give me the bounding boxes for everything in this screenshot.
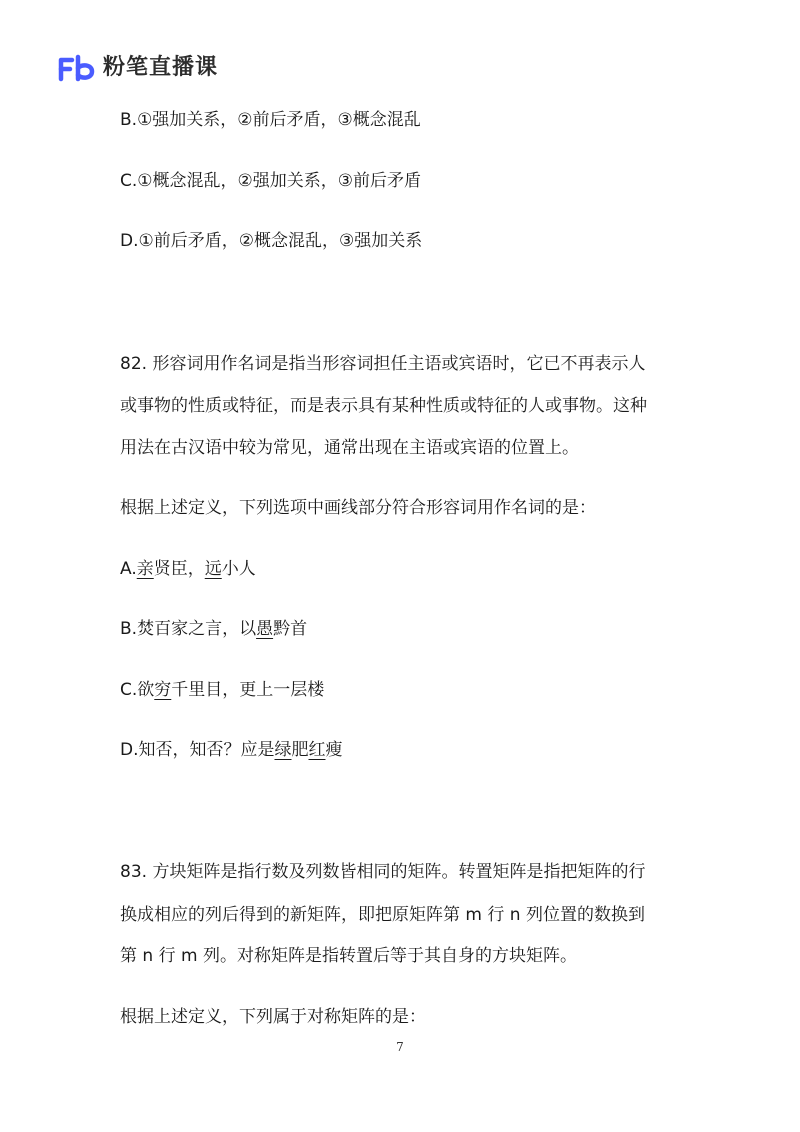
option-text: 肥 <box>291 740 309 760</box>
q82-stem-line-3: 用法在古汉语中较为常见，通常出现在主语或宾语的位置上。 <box>120 438 579 458</box>
underlined-word: 红 <box>308 740 326 760</box>
option-text: 小人 <box>221 559 256 579</box>
q83-stem-line-1: 83. 方块矩阵是指行数及列数皆相同的矩阵。转置矩阵是指把矩阵的行 <box>120 862 646 882</box>
option-text: D.知否，知否？应是 <box>120 740 275 760</box>
brand-logo <box>57 52 218 84</box>
fb-logo-icon <box>57 54 97 82</box>
q82-option-a <box>120 557 256 581</box>
q82-option-b <box>120 617 307 641</box>
q83-stem-line-2: 换成相应的列后得到的新矩阵，即把原矩阵第 m 行 n 列位置的数换到 <box>120 905 645 925</box>
underlined-word: 亲 <box>136 559 154 579</box>
option-text: A. <box>120 559 137 579</box>
q81-option-b: B.①强加关系，②前后矛盾，③概念混乱 <box>120 110 421 130</box>
option-text: C.欲 <box>120 680 155 700</box>
option-text: 千里目，更上一层楼 <box>171 680 325 700</box>
option-text: 黔首 <box>273 619 308 639</box>
page-number: 7 <box>396 1040 404 1054</box>
option-text: 瘦 <box>325 740 343 760</box>
underlined-word: 穷 <box>154 680 172 700</box>
q82-stem-line-2: 或事物的性质或特征，而是表示具有某种性质或特征的人或事物。这种 <box>120 396 647 416</box>
option-text: 贤臣， <box>153 559 205 579</box>
q82-prompt: 根据上述定义，下列选项中画线部分符合形容词用作名词的是： <box>120 498 596 518</box>
underlined-word: 愚 <box>256 619 274 639</box>
q81-option-c: C.①概念混乱，②强加关系，③前后矛盾 <box>120 171 421 191</box>
q82-stem-line-1: 82. 形容词用作名词是指当形容词担任主语或宾语时，它已不再表示人 <box>120 354 646 374</box>
q82-option-d <box>120 738 343 762</box>
brand-name: 粉笔直播课 <box>103 55 219 80</box>
q83-stem-line-3: 第 n 行 m 列。对称矩阵是指转置后等于其自身的方块矩阵。 <box>120 946 577 966</box>
underlined-word: 绿 <box>274 740 292 760</box>
q83-prompt: 根据上述定义，下列属于对称矩阵的是： <box>120 1007 426 1027</box>
q81-option-d: D.①前后矛盾，②概念混乱，③强加关系 <box>120 231 423 251</box>
option-text: B.焚百家之言，以 <box>120 619 257 639</box>
q82-option-c <box>120 678 324 702</box>
underlined-word: 远 <box>204 559 222 579</box>
